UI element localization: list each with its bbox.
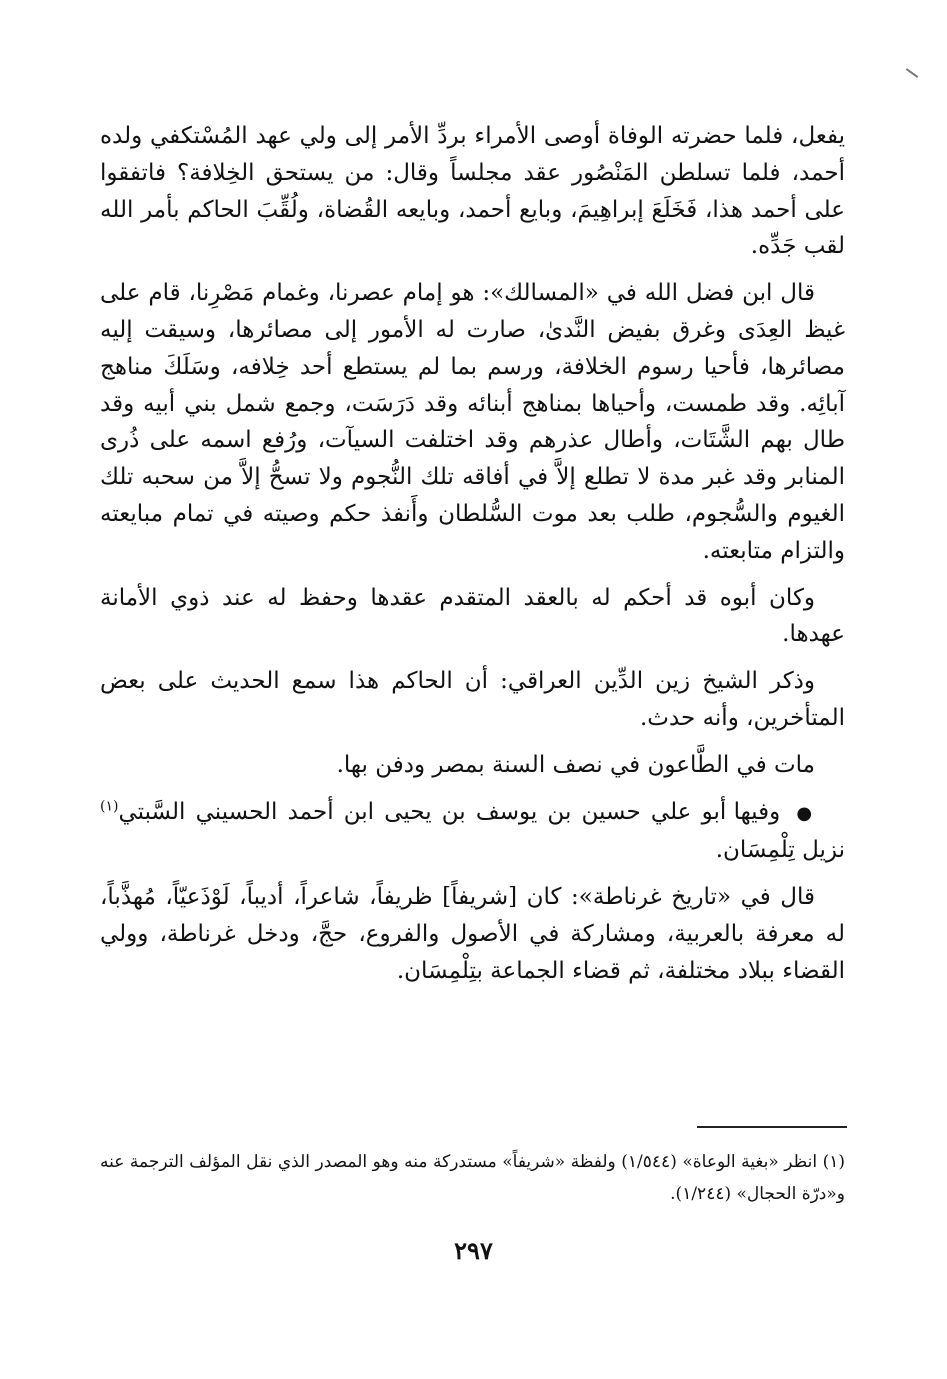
paragraph-5 xyxy=(100,747,845,784)
paragraph-1-text: يفعل، فلما حضرته الوفاة أوصى الأمراء بردِّ الأمر إلى ولي عهد المُسْتكفي ولده أحمد، فلما تسلطن المَنْصُور عقد مجلساً وقال: من يستحق الخِلافة؟ فاتفقوا على أحمد هذا، فَخَلَعَ إبراهِيمَ، وبايع أحمد، وبايعه القُضاة، ولُقِّبَ الحاكم بأمر الله لقب جَدِّه. xyxy=(100,123,845,260)
paragraph-3-text: وكان أبوه قد أحكم له بالعقد المتقدم عقدها وحفظ له عند ذوي الأمانة عهدها. xyxy=(100,584,845,648)
main-text xyxy=(100,118,845,1000)
footnote-text: (١) انظر «بغية الوعاة» (١/٥٤٤) ولفظة «شريفاً» مستدركة منه وهو المصدر الذي نقل المؤلف الترجمة عنه و«درّة الحجال» (١/٢٤٤). xyxy=(100,1152,846,1204)
bullet-icon: ● xyxy=(796,802,815,824)
paragraph-3 xyxy=(100,580,845,654)
page-number: ٢٩٧ xyxy=(454,1236,493,1265)
footnote xyxy=(100,1146,845,1210)
paragraph-2-text: قال ابن فضل الله في «المسالك»: هو إمام عصرنا، وغمام مَصْرِنا، قام على غيظ العِدَى وغرق بفيض النَّدىٰ، صارت له الأمور إلى مصائرها، وسيقت إليه مصائرها، فأحيا رسوم الخلافة، ورسم بما لم يستطع أحد خِلافه، وسَلَكَ مناهج آبائِه. وقد طمست، وأحياها بمناهج أبنائه وقد دَرَسَت، وجمع شمل بني أبيه وقد طال بهم الشَّتَات، وأطال عذرهم وقد اختلفت السيآت، ورُفع اسمه على ذُرى المنابر وقد غبر مدة لا تطلع إلاَّ في أفاقه تلك النُّجوم ولا تسحُّ إلاَّ من سحبه تلك الغيوم والسُّجوم، طلب بعد موت السُّلطان وأَنفذ حكم وصيته في تمام مبايعته والتزام متابعته. xyxy=(100,280,845,564)
paragraph-4-text: وذكر الشيخ زين الدِّين العراقي: أن الحاكم هذا سمع الحديث على بعض المتأخرين، وأنه حدث. xyxy=(100,668,845,731)
footnote-reference[interactable]: (١) xyxy=(100,797,119,814)
paragraph-7 xyxy=(100,879,845,989)
scan-mark xyxy=(906,68,919,78)
paragraph-7-text: قال في «تاريخ غرناطة»: كان [شريفاً] ظريفاً، شاعراً، أديباً، لَوْذَعيّاً، مُهذَّباً، له معرفة بالعربية، ومشاركة في الأصول والفروع، حجَّ، ودخل غرناطة، وولي القضاء ببلاد مختلفة، ثم قضاء الجماعة بتِلْمِسَان. xyxy=(100,884,845,984)
footnote-divider xyxy=(697,1126,847,1128)
paragraph-6-text-after: نزيل تِلْمِسَان. xyxy=(715,837,845,864)
paragraph-4 xyxy=(100,663,845,737)
paragraph-2 xyxy=(100,275,845,569)
paragraph-5-text: مات في الطَّاعون في نصف السنة بمصر ودفن بها. xyxy=(336,751,815,778)
paragraph-6-text: وفيها أبو علي حسين بن يوسف بن يحيى ابن أحمد الحسيني السَّبتي xyxy=(118,798,781,825)
paragraph-6 xyxy=(100,794,845,870)
paragraph-1 xyxy=(100,118,845,265)
